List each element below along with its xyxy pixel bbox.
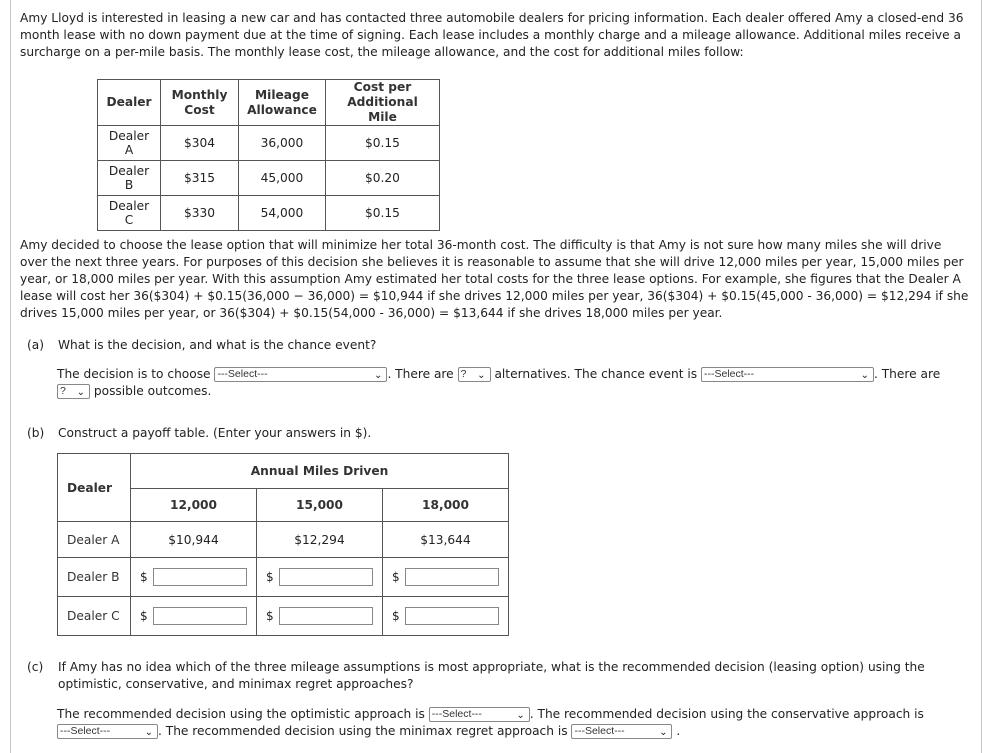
outcomes-count-select[interactable]: ? ⌄ (57, 384, 90, 399)
payoff-cell (131, 558, 257, 597)
table-row (58, 558, 509, 597)
chevron-down-icon: ⌄ (516, 710, 525, 721)
part-c-question: (c) If Amy has no idea which of the three mileage assumptions is most appropriate, what is the recommended decision (leasing option) using the optimistic, conservative, and minimax regret approaches? (27, 660, 925, 691)
payoff-table (57, 453, 509, 636)
header-cost-per-mile: Cost per Additional Mile (326, 80, 440, 126)
currency-symbol: $ (266, 609, 274, 623)
chevron-down-icon: ⌄ (144, 727, 153, 738)
header-monthly-cost: Monthly Cost (161, 80, 239, 126)
dealer-c-12000-input[interactable] (153, 607, 247, 625)
payoff-dealer-header: Dealer (58, 454, 131, 522)
chevron-down-icon: ⌄ (860, 370, 869, 381)
part-a-answer: The decision is to choose ---Select--- ⌄ . There are ? ⌄ alternatives. The chance event is ---Select--- ⌄ . There are ? ⌄ possible outcomes. (57, 367, 941, 398)
dealer-b-15000-input[interactable] (279, 568, 373, 586)
currency-symbol: $ (392, 570, 400, 584)
header-dealer: Dealer (98, 80, 161, 126)
dealer-b-18000-input[interactable] (405, 568, 499, 586)
table-row (98, 126, 440, 161)
table-row (58, 522, 509, 558)
lease-info-table (97, 79, 440, 231)
cell-monthly: $304 (161, 126, 239, 161)
column-header: 18,000 (383, 489, 509, 522)
column-header: 15,000 (257, 489, 383, 522)
dealer-b-12000-input[interactable] (153, 568, 247, 586)
payoff-cell (257, 597, 383, 636)
cell-cost-per-mile: $0.15 (326, 196, 440, 231)
payoff-cell (257, 558, 383, 597)
chevron-down-icon: ⌄ (477, 370, 486, 381)
decision-select[interactable]: ---Select--- ⌄ (214, 367, 387, 382)
minimax-regret-select[interactable]: ---Select--- ⌄ (571, 724, 672, 739)
cell-dealer: Dealer A (98, 126, 161, 161)
currency-symbol: $ (140, 609, 148, 623)
row-label: Dealer A (58, 522, 131, 558)
currency-symbol: $ (140, 570, 148, 584)
intro-paragraph: Amy Lloyd is interested in leasing a new car and has contacted three automobile dealers for pricing information. Each dealer offered Amy a closed-end 36 month lease with no down payment due at the time of signing. Each lease includes a monthly charge and a mileage allowance. Additional miles receive a surcharge on a per-mile basis. The monthly lease cost, the mileage allowance, and the cost for additional miles follow: (20, 11, 964, 59)
scenario-paragraph: Amy decided to choose the lease option that will minimize her total 36-month cost. The difficulty is that Amy is not sure how many miles she will drive over the next three years. For purposes of this decision she believes it is reasonable to assume that she will drive 12,000 miles per year, 15,000 miles per year, or 18,000 miles per year. With this assumption Amy estimated her total costs for the three lease options. For example, she figures that the Dealer A lease will cost her 36($304) + $0.15(36,000 − 36,000) = $10,944 if she drives 12,000 miles per year, 36($304) + $0.15(45,000 - 36,000) = $12,294 if she drives 15,000 miles per year, or 36($304) + $0.15(54,000 - 36,000) = $13,644 if she drives 18,000 miles per year. (20, 238, 969, 320)
table-row (58, 597, 509, 636)
cell-allowance: 36,000 (239, 126, 326, 161)
chance-event-select[interactable]: ---Select--- ⌄ (701, 367, 874, 382)
part-b-question: (b) Construct a payoff table. (Enter your answers in $). (27, 426, 372, 440)
dealer-c-18000-input[interactable] (405, 607, 499, 625)
currency-symbol: $ (266, 570, 274, 584)
cell-allowance: 45,000 (239, 161, 326, 196)
conservative-select[interactable]: ---Select--- ⌄ (57, 724, 158, 739)
alternatives-count-select[interactable]: ? ⌄ (458, 367, 491, 382)
cell-cost-per-mile: $0.20 (326, 161, 440, 196)
optimistic-select[interactable]: ---Select--- ⌄ (429, 707, 530, 722)
part-c-answer: The recommended decision using the optimistic approach is ---Select--- ⌄ . The recommended decision using the conservative approach is ---Select--- ⌄ . The recommended decision using the minimax regret approach is ---Select--- ⌄ . (57, 707, 924, 738)
row-label: Dealer C (58, 597, 131, 636)
payoff-value: $12,294 (257, 522, 383, 558)
dealer-c-15000-input[interactable] (279, 607, 373, 625)
payoff-cell (383, 597, 509, 636)
table-header-row (98, 80, 440, 126)
table-row (98, 196, 440, 231)
row-label: Dealer B (58, 558, 131, 597)
part-a-question: (a) What is the decision, and what is the chance event? (27, 338, 377, 352)
chevron-down-icon: ⌄ (659, 727, 668, 738)
payoff-cell (131, 597, 257, 636)
annual-miles-header: Annual Miles Driven (131, 454, 509, 489)
column-header: 12,000 (131, 489, 257, 522)
cell-monthly: $330 (161, 196, 239, 231)
payoff-value: $10,944 (131, 522, 257, 558)
cell-allowance: 54,000 (239, 196, 326, 231)
chevron-down-icon: ⌄ (374, 370, 383, 381)
table-row (98, 161, 440, 196)
header-mileage-allowance: Mileage Allowance (239, 80, 326, 126)
currency-symbol: $ (392, 609, 400, 623)
chevron-down-icon: ⌄ (76, 387, 85, 398)
cell-dealer: Dealer B (98, 161, 161, 196)
cell-monthly: $315 (161, 161, 239, 196)
cell-cost-per-mile: $0.15 (326, 126, 440, 161)
cell-dealer: Dealer C (98, 196, 161, 231)
payoff-cell (383, 558, 509, 597)
payoff-value: $13,644 (383, 522, 509, 558)
